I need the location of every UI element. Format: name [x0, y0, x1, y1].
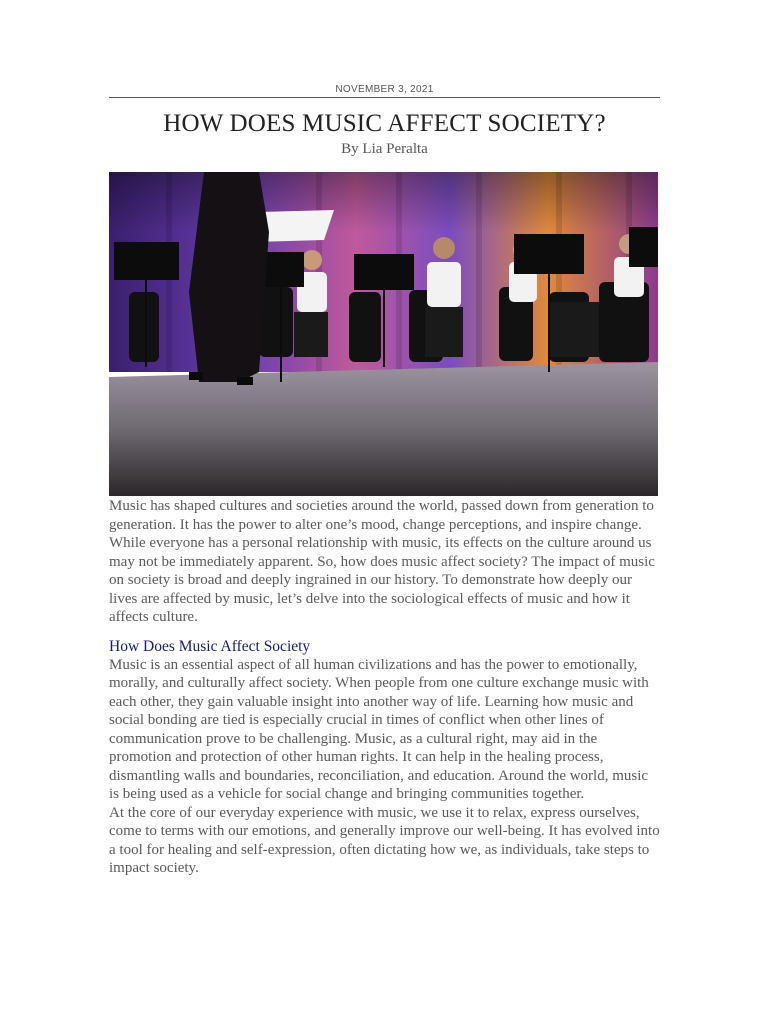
article-title: HOW DOES MUSIC AFFECT SOCIETY? — [163, 110, 606, 137]
article-byline: By Lia Peralta — [341, 141, 428, 157]
article — [109, 84, 660, 878]
section-heading: How Does Music Affect Society — [109, 637, 311, 655]
concert-band-photo — [109, 172, 658, 496]
section-paragraph-1: Music is an essential aspect of all human civilizations and has the power to emotionally, morally, and culturally affect society. When people from one culture exchange music with each other, they gain valuable insight into another way of life. Learning how music and social bonding are tied is especially crucial in times of conflict when other lines of communication prove to be challenging. Music, as a cultural right, may aid in the promotion and protection of other human rights. It can help in the healing process, dismantling walls and boundaries, reconciliation, and education. Around the world, music is being used as a vehicle for social change and bringing communities together. — [109, 656, 649, 802]
intro-paragraph: Music has shaped cultures and societies around the world, passed down from generation to generation. It has the power to alter one’s mood, change perceptions, and inspire change. While everyone has a personal relationship with music, its effects on the culture around us may not be immediately apparent. So, how does music affect society? The impact of music on society is broad and deeply ingrained in our history. To demonstrate how deeply our lives are affected by music, let’s delve into the sociological effects of music and how it affects culture. — [109, 498, 655, 625]
section-paragraph-2: At the core of our everyday experience with music, we use it to relax, express ourselves, come to terms with our emotions, and generally improve our well-being. It has evolved into a tool for healing and self-expression, often dictating how we, as individuals, take steps to impact society. — [109, 804, 660, 876]
article-date: NOVEMBER 3, 2021 — [109, 84, 660, 98]
